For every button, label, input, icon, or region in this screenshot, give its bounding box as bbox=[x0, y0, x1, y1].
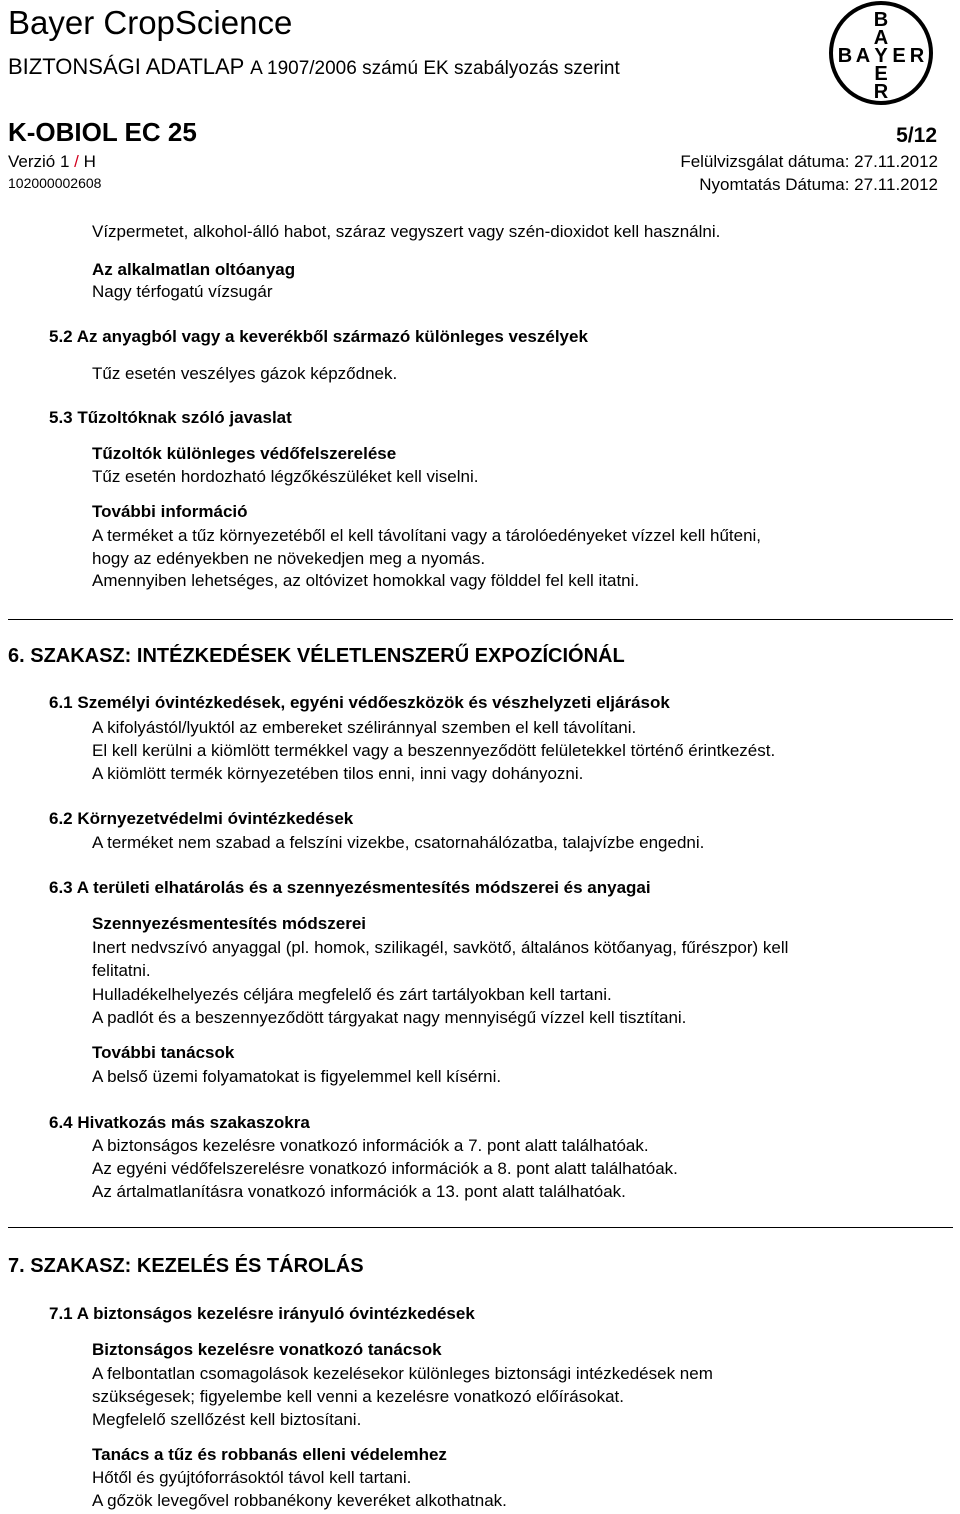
section-6-1-line-2: El kell kerülni a kiömlött termékkel vagy a beszennyeződött felületekkel történő érintkezést. bbox=[92, 741, 776, 760]
logo-letter-a-left: A bbox=[855, 45, 871, 67]
further-info-line-3: Amennyiben lehetséges, az oltóvizet homokkal vagy földdel fel kell itatni. bbox=[92, 571, 640, 590]
company-name: Bayer CropScience bbox=[8, 4, 293, 41]
product-name: K-OBIOL EC 25 bbox=[8, 117, 197, 147]
section-5-3-heading: 5.3 Tűzoltóknak szóló javaslat bbox=[49, 408, 292, 427]
print-date: Nyomtatás Dátuma: 27.11.2012 bbox=[699, 175, 938, 194]
logo-letter-e-bottom: E bbox=[874, 63, 888, 85]
further-info-line-1: A terméket a tűz környezetéből el kell távolítani vagy a tárolóedényeket vízzel kell hűteni, bbox=[92, 526, 762, 545]
further-advice-text: A belső üzemi folyamatokat is figyelemmel kell kísérni. bbox=[92, 1067, 502, 1086]
section-5-2-text: Tűz esetén veszélyes gázok képződnek. bbox=[92, 364, 398, 383]
section-7-1-heading: 7.1 A biztonságos kezelésre irányuló óvintézkedések bbox=[49, 1304, 475, 1323]
section-6-1-line-1: A kifolyástól/lyuktól az embereket széliránnyal szemben el kell távolítani. bbox=[92, 718, 637, 737]
fire-protection-line-1: Hőtől és gyújtóforrásoktól távol kell tartani. bbox=[92, 1468, 412, 1487]
section-6-4-line-2: Az egyéni védőfelszerelésre vonatkozó információk a 8. pont alatt találhatóak. bbox=[92, 1159, 678, 1178]
safe-handling-line-3: Megfelelő szellőzést kell biztosítani. bbox=[92, 1410, 362, 1429]
fire-protection-line-2: A gőzök levegővel robbanékony keveréket alkothatnak. bbox=[92, 1491, 507, 1510]
version-label: Verzió 1 bbox=[8, 152, 70, 171]
section-6-1-line-3: A kiömlött termék környezetében tilos enni, inni vagy dohányozni. bbox=[92, 764, 584, 783]
logo-letter-r-bottom: R bbox=[873, 81, 889, 103]
version-separator: / bbox=[69, 152, 84, 171]
section-5-2-heading: 5.2 Az anyagból vagy a keverékből származó különleges veszélyek bbox=[49, 327, 588, 346]
decontamination-line-4: A padlót és a beszennyeződött tárgyakat nagy mennyiségű vízzel kell tisztítani. bbox=[92, 1008, 687, 1027]
logo-letter-b-top: B bbox=[873, 9, 889, 31]
section-6-4-heading: 6.4 Hivatkozás más szakaszokra bbox=[49, 1113, 310, 1132]
logo-letter-a-top: A bbox=[873, 27, 889, 49]
decontamination-heading: Szennyezésmentesítés módszerei bbox=[92, 914, 367, 933]
document-number: 102000002608 bbox=[8, 175, 102, 191]
safe-handling-line-2: szükségesek; figyelembe kell venni a kezelésre vonatkozó előírásokat. bbox=[92, 1387, 625, 1406]
safe-handling-line-1: A felbontatlan csomagolások kezelésekor különleges biztonsági intézkedések nem bbox=[92, 1364, 713, 1383]
bayer-logo bbox=[828, 0, 934, 106]
decontamination-line-2: felitatni. bbox=[92, 961, 151, 980]
section-6-4-line-3: Az ártalmatlanításra vonatkozó információk a 13. pont alatt találhatóak. bbox=[92, 1182, 626, 1201]
logo-letter-e-right: E bbox=[892, 45, 906, 67]
section-6-2-heading: 6.2 Környezetvédelmi óvintézkedések bbox=[49, 809, 354, 828]
firefighter-equipment-text: Tűz esetén hordozható légzőkészüléket kell viselni. bbox=[92, 467, 479, 486]
section-6-1-heading: 6.1 Személyi óvintézkedések, egyéni védőeszközök és vészhelyzeti eljárások bbox=[49, 693, 670, 712]
fire-protection-heading: Tanács a tűz és robbanás elleni védelemhez bbox=[92, 1445, 447, 1464]
section-6-2-text: A terméket nem szabad a felszíni vizekbe, csatornahálózatba, talajvízbe engedni. bbox=[92, 833, 705, 852]
version-language: H bbox=[83, 152, 96, 171]
unsuitable-media-heading: Az alkalmatlan oltóanyag bbox=[92, 260, 296, 279]
document-regulation: A 1907/2006 számú EK szabályozás szerint bbox=[250, 58, 620, 79]
section-6-3-heading: 6.3 A területi elhatárolás és a szennyezésmentesítés módszerei és anyagai bbox=[49, 878, 651, 897]
logo-letter-b-left: B bbox=[837, 45, 853, 67]
section-6-4-line-1: A biztonságos kezelésre vonatkozó információk a 7. pont alatt találhatóak. bbox=[92, 1136, 649, 1155]
document-title bbox=[8, 54, 620, 82]
firefighter-equipment-heading: Tűzoltók különleges védőfelszerelése bbox=[92, 444, 397, 463]
safe-handling-heading: Biztonságos kezelésre vonatkozó tanácsok bbox=[92, 1340, 442, 1359]
section-6-title: 6. SZAKASZ: INTÉZKEDÉSEK VÉLETLENSZERŰ EXPOZÍCIÓNÁL bbox=[8, 645, 625, 667]
decontamination-line-1: Inert nedvszívó anyaggal (pl. homok, szilikagél, savkötő, általános kötőanyag, fűrészpor) kell bbox=[92, 938, 789, 957]
further-advice-heading: További tanácsok bbox=[92, 1043, 235, 1062]
version-info bbox=[8, 152, 96, 172]
logo-letter-y-center: Y bbox=[874, 45, 888, 67]
extinguishing-media-text: Vízpermetet, alkohol-álló habot, száraz vegyszert vagy szén-dioxidot kell használni. bbox=[92, 222, 721, 241]
section-divider bbox=[8, 1227, 953, 1228]
decontamination-line-3: Hulladékelhelyezés céljára megfelelő és zárt tartályokban kell tartani. bbox=[92, 985, 612, 1004]
further-info-line-2: hogy az edényekben ne növekedjen meg a nyomás. bbox=[92, 549, 486, 568]
section-7-title: 7. SZAKASZ: KEZELÉS ÉS TÁROLÁS bbox=[8, 1255, 364, 1277]
further-info-heading: További információ bbox=[92, 502, 248, 521]
section-divider bbox=[8, 619, 953, 620]
document-title-main: BIZTONSÁGI ADATLAP bbox=[8, 54, 244, 79]
logo-letter-r-right: R bbox=[909, 45, 925, 67]
unsuitable-media-text: Nagy térfogatú vízsugár bbox=[92, 282, 273, 301]
page-number: 5/12 bbox=[896, 124, 937, 147]
revision-date: Felülvizsgálat dátuma: 27.11.2012 bbox=[680, 152, 938, 171]
